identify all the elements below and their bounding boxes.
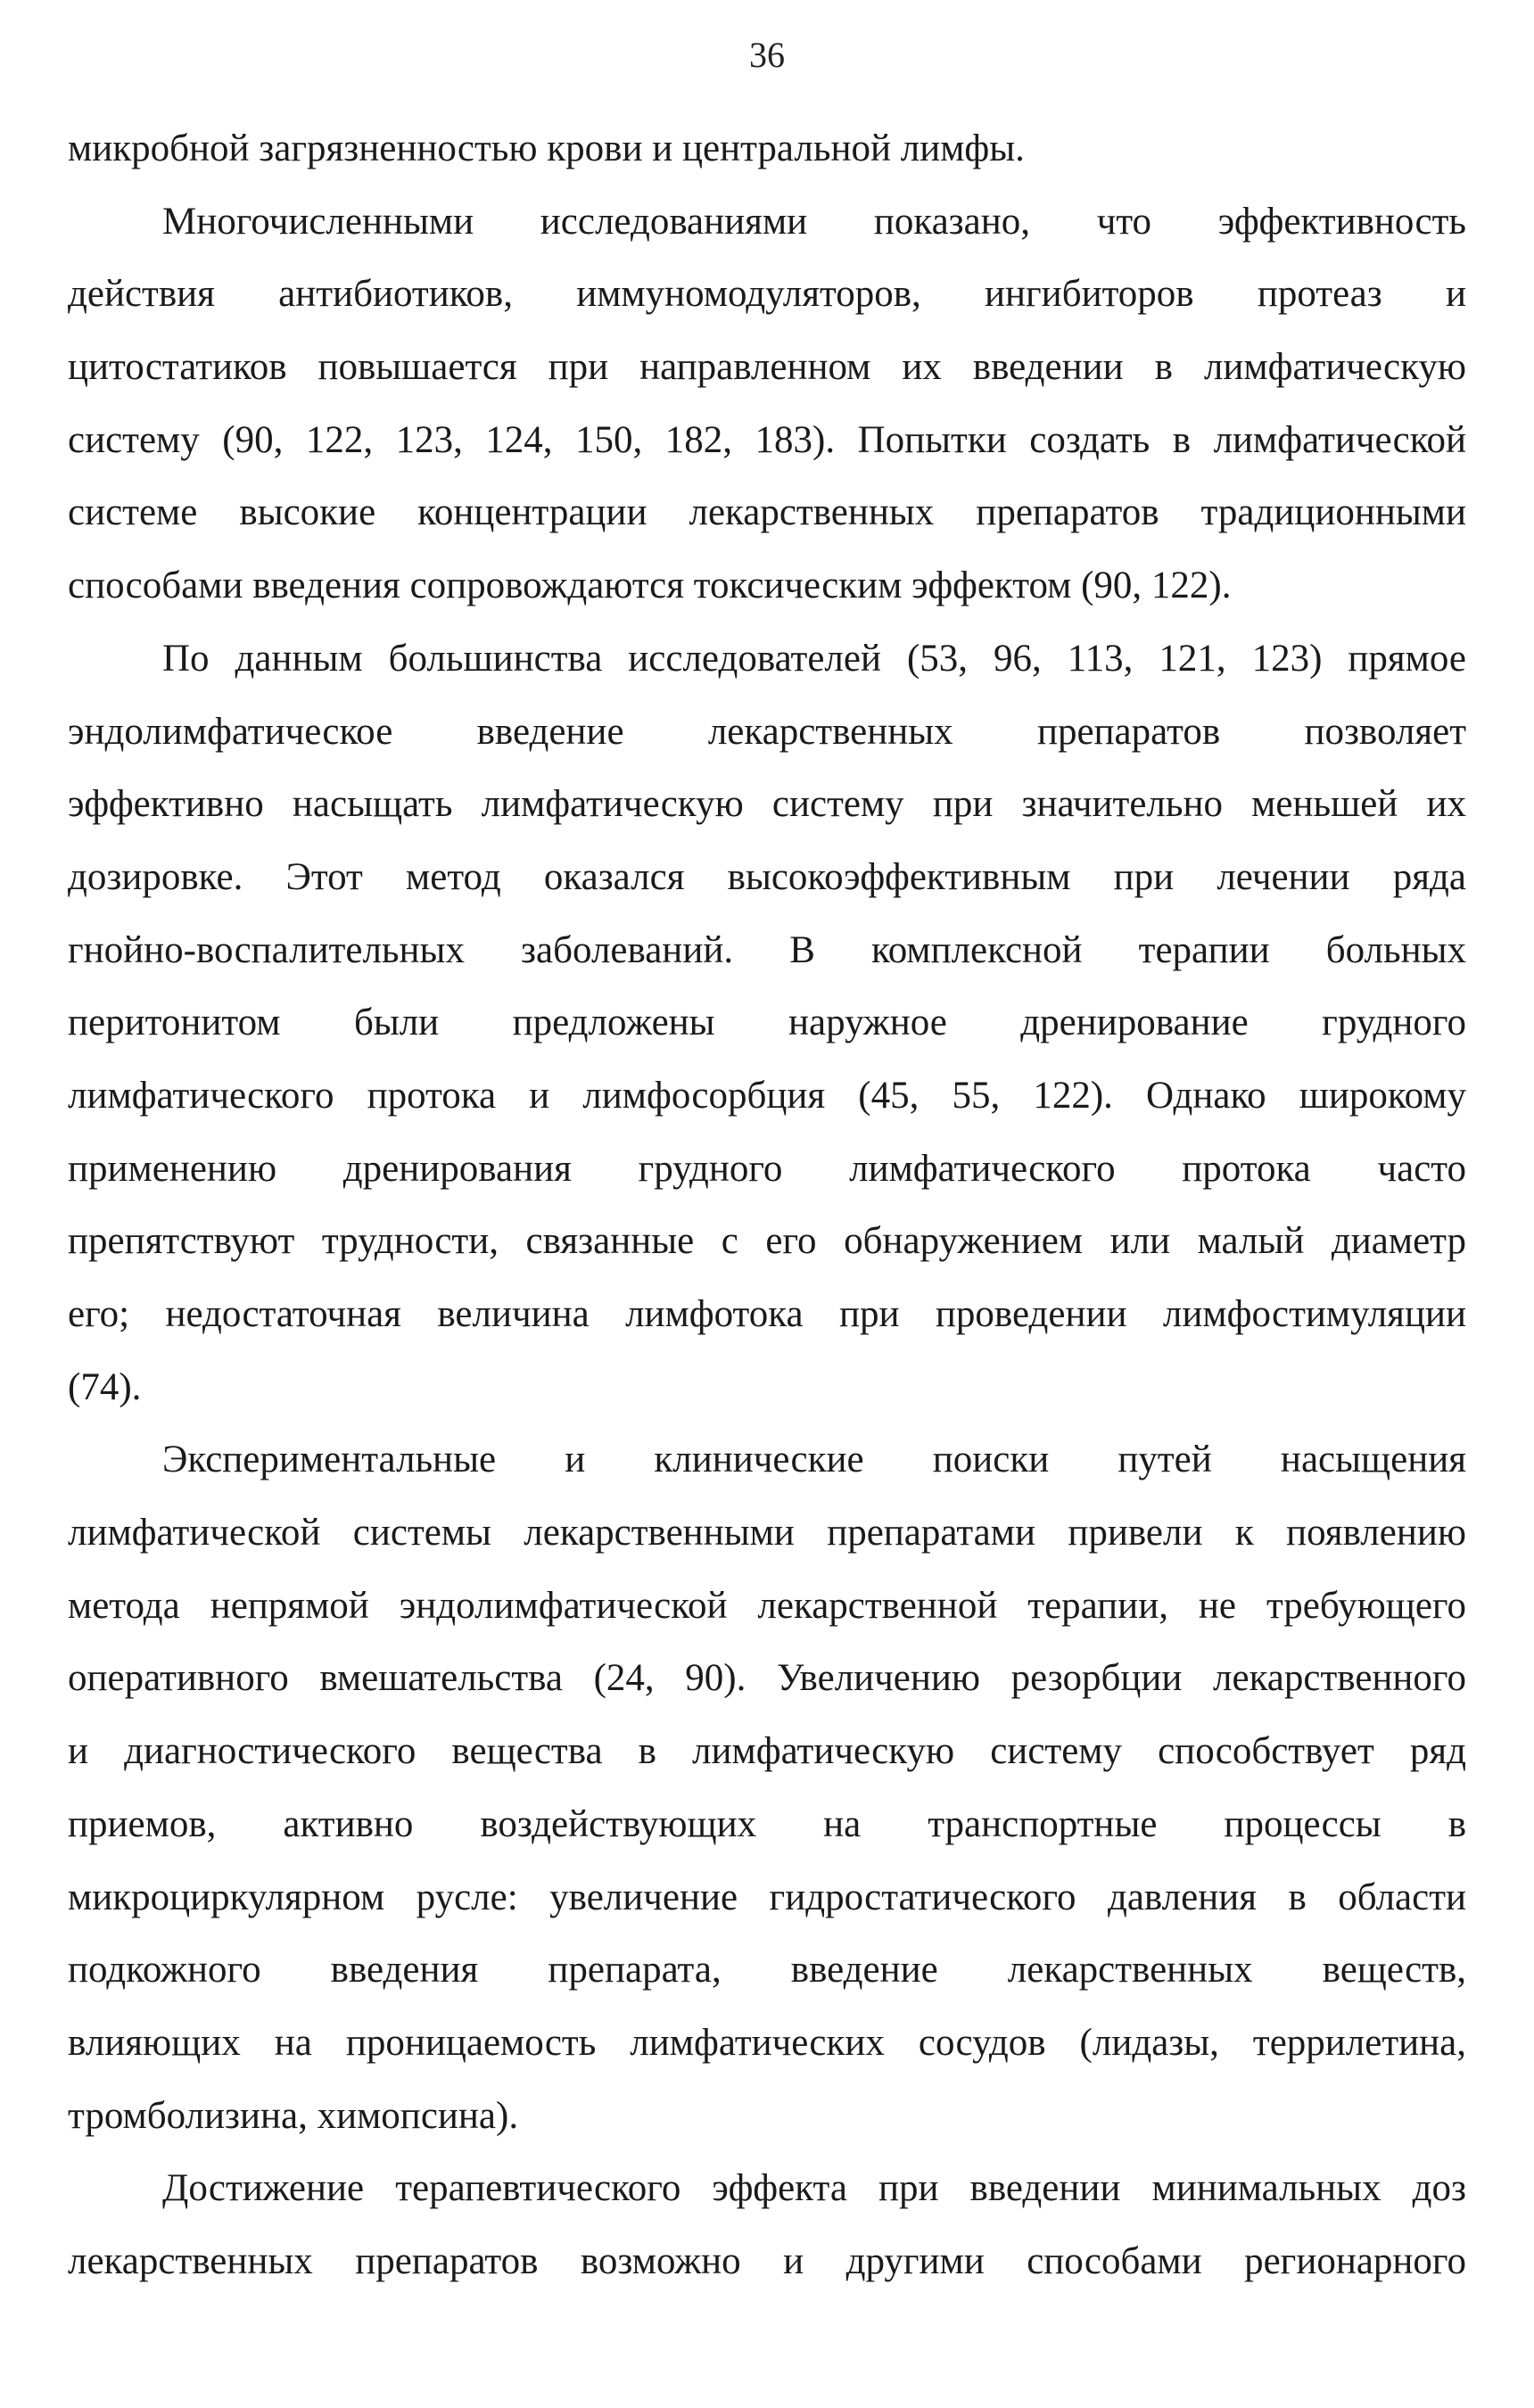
text-line: лимфатической системы лекарственными препаратами привели к появлению	[68, 1512, 1466, 1554]
paragraph	[68, 186, 1466, 623]
text-line: цитостатиков повышается при направленном их введении в лимфатическую	[68, 346, 1466, 389]
text-line: По данным большинства исследователей (53, 96, 113, 121, 123) прямое	[162, 637, 1466, 680]
text-line: влияющих на проницаемость лимфатических сосудов (лидазы, террилетина,	[68, 2021, 1466, 2064]
text-line: способами введения сопровождаются токсическим эффектом (90, 122).	[68, 565, 1232, 607]
text-line: его; недостаточная величина лимфотока при проведении лимфостимуляции	[68, 1293, 1466, 1335]
text-line: лекарственных препаратов возможно и другими способами регионарного	[68, 2239, 1466, 2282]
text-line: гнойно-воспалительных заболеваний. В комплексной терапии больных	[68, 928, 1466, 971]
text-line: действия антибиотиков, иммуномодуляторов, ингибиторов протеаз и	[68, 273, 1466, 316]
paragraph	[68, 1423, 1466, 2152]
text-line: Экспериментальные и клинические поиски путей насыщения	[162, 1439, 1466, 1481]
text-line: и диагностического вещества в лимфатическую систему способствует ряд	[68, 1730, 1466, 1773]
text-line: препятствуют трудности, связанные с его обнаружением или малый диаметр	[68, 1220, 1466, 1263]
text-line: системе высокие концентрации лекарственных препаратов традиционными	[68, 491, 1466, 534]
text-line: применению дренирования грудного лимфатического протока часто	[68, 1147, 1466, 1190]
text-line: систему (90, 122, 123, 124, 150, 182, 183). Попытки создать в лимфатической	[68, 418, 1466, 461]
paragraph	[68, 623, 1466, 1424]
text-line: дозировке. Этот метод оказался высокоэффективным при лечении ряда	[68, 855, 1466, 898]
text-line: перитонитом были предложены наружное дренирование грудного	[68, 1002, 1466, 1044]
text-line: эндолимфатическое введение лекарственных препаратов позволяет	[68, 710, 1466, 753]
text-line: микроциркулярном русле: увеличение гидростатического давления в области	[68, 1876, 1466, 1918]
body-text	[68, 112, 1466, 2298]
text-line: (74).	[68, 1365, 142, 1408]
text-line: тромболизина, химопсина).	[68, 2094, 519, 2137]
page-number: 36	[749, 35, 785, 75]
text-line: Достижение терапевтического эффекта при введении минимальных доз	[162, 2167, 1466, 2210]
text-line: оперативного вмешательства (24, 90). Увеличению резорбции лекарственного	[68, 1657, 1466, 1700]
text-line: эффективно насыщать лимфатическую систему при значительно меньшей их	[68, 783, 1466, 826]
text-line: приемов, активно воздействующих на транспортные процессы в	[68, 1802, 1466, 1845]
text-line: микробной загрязненностью крови и центральной лимфы.	[68, 128, 1025, 169]
text-line: метода непрямой эндолимфатической лекарственной терапии, не требующего	[68, 1584, 1466, 1627]
paragraph	[68, 112, 1466, 186]
text-line: подкожного введения препарата, введение лекарственных веществ,	[68, 1949, 1466, 1992]
text-line: Многочисленными исследованиями показано, что эффективность	[162, 200, 1466, 243]
text-line: лимфатического протока и лимфосорбция (45, 55, 122). Однако широкому	[68, 1074, 1466, 1117]
paragraph	[68, 2152, 1466, 2297]
